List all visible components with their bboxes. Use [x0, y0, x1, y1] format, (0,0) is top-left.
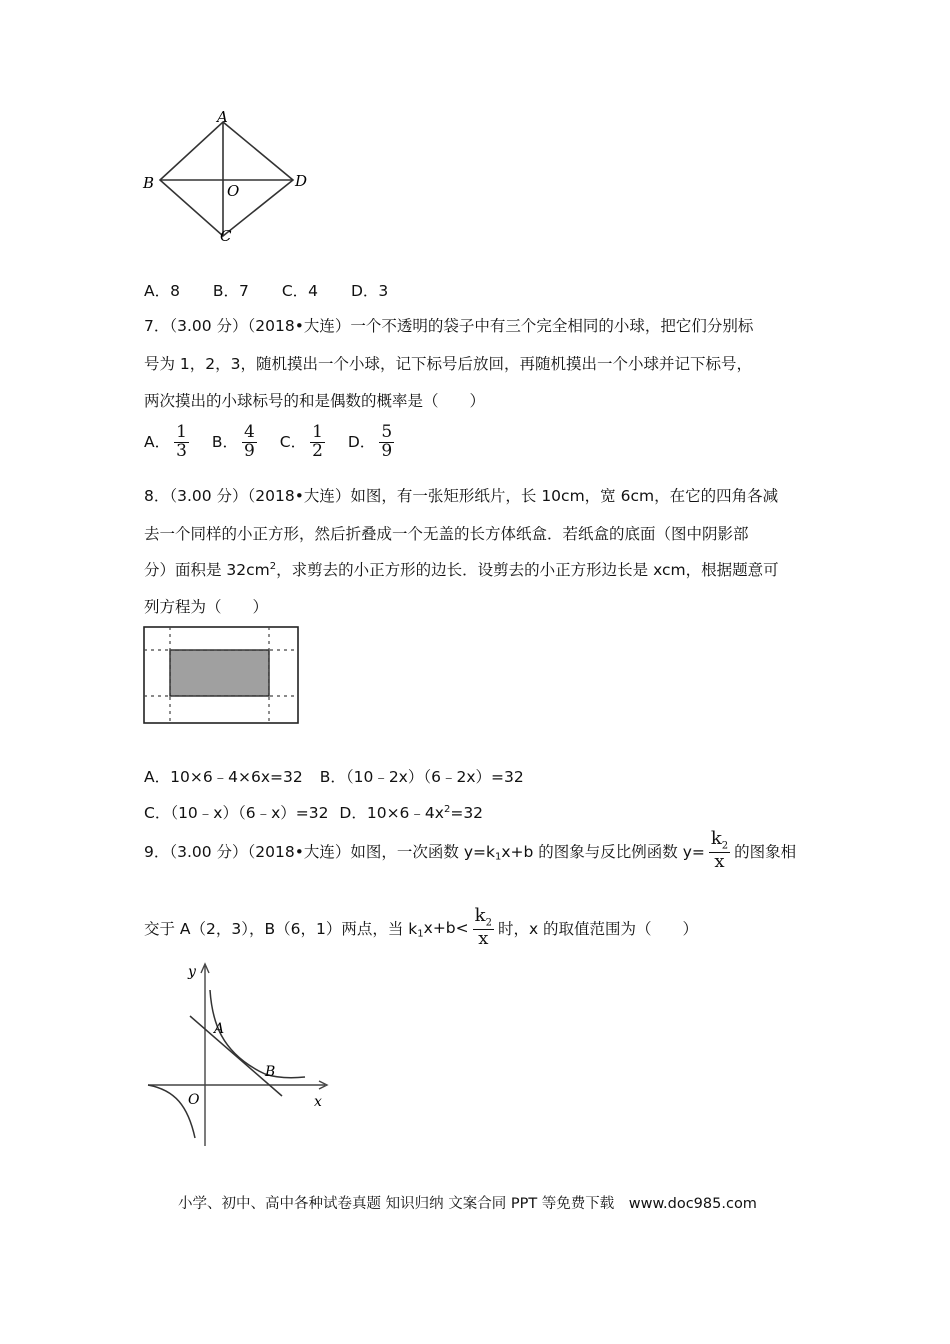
rhombus-figure	[138, 108, 318, 248]
fraction	[242, 424, 257, 461]
q7-option-b-label: B．	[211, 432, 239, 451]
label-d: D	[295, 172, 308, 190]
denominator: x	[478, 928, 489, 950]
q9-line-1	[144, 830, 796, 872]
q8-line-1: 8．（3.00 分）（2018•大连）如图，有一张矩形纸片，长 10cm，宽 6cm，在它的四角各减	[144, 487, 779, 505]
q6-option-d: D．3	[350, 282, 389, 300]
q9-line-2	[144, 907, 698, 949]
q7-option-b	[211, 422, 266, 461]
q6-options	[144, 279, 416, 301]
q7-option-a	[144, 422, 198, 461]
numerator	[709, 830, 730, 853]
label-b: B	[143, 174, 155, 192]
q8-option-b: B．（10﹣2x）（6﹣2x）=32	[319, 768, 524, 786]
page-footer: 小学、初中、高中各种试卷真题 知识归纳 文案合同 PPT 等免费下载 www.doc985.com	[178, 1196, 757, 1212]
q8-options-ab	[144, 765, 524, 787]
q6-option-b: B．7	[212, 282, 249, 300]
numerator-k: k	[710, 828, 722, 849]
fraction	[174, 424, 189, 461]
q8-options-cd	[144, 801, 483, 823]
point-b-label: B	[265, 1064, 276, 1080]
axis-label-x: x	[314, 1094, 322, 1110]
q8-option-d-text: D．10×6﹣4x	[339, 804, 444, 822]
q8-option-d	[339, 804, 483, 822]
q6-option-a: A．8	[144, 282, 180, 300]
numerator-k: k	[474, 905, 486, 926]
q7-line-3: 两次摸出的小球标号的和是偶数的概率是（ ）	[144, 392, 486, 410]
q7-option-d	[347, 422, 398, 461]
subscript: 2	[485, 917, 492, 929]
q7-line-2: 号为 1，2，3，随机摸出一个小球，记下标号后放回，再随机摸出一个小球并记下标号，	[144, 355, 753, 373]
q9-text-2-cont: x+b<	[423, 918, 469, 937]
q9-text-end: 的图象相	[734, 842, 797, 861]
q7-line-1: 7．（3.00 分）（2018•大连）一个不透明的袋子中有三个完全相同的小球，把它们分别标	[144, 317, 754, 335]
axis-label-y: y	[188, 964, 196, 980]
q9-text: 9．（3.00 分）（2018•大连）如图，一次函数 y=k	[144, 842, 495, 861]
numerator: 4	[244, 422, 255, 442]
paper-rectangle-figure	[143, 626, 301, 726]
numerator	[473, 907, 494, 930]
q8-line-2: 去一个同样的小正方形，然后折叠成一个无盖的长方体纸盒．若纸盒的底面（图中阴影部	[144, 525, 749, 543]
q8-option-a: A．10×6﹣4×6x=32	[144, 768, 303, 786]
superscript: 2	[269, 560, 277, 572]
numerator: 1	[176, 422, 187, 442]
label-o: O	[227, 182, 240, 200]
denominator: 3	[176, 440, 187, 461]
fraction-k2-over-x	[709, 830, 730, 872]
numerator: 5	[381, 422, 393, 442]
q8-line-3-text: 分）面积是 32cm	[144, 561, 270, 579]
denominator: 9	[381, 440, 393, 461]
shaded-base	[170, 650, 269, 696]
q8-line-4: 列方程为（ ）	[144, 598, 269, 616]
q8-line-3	[144, 558, 779, 580]
denominator: 2	[312, 440, 323, 461]
fraction-k2-over-x	[473, 907, 494, 949]
label-c: C	[220, 227, 232, 245]
q8-line-3-text-cont: ，求剪去的小正方形的边长．设剪去的小正方形边长是 xcm，根据题意可	[276, 561, 779, 579]
q9-text-cont: x+b 的图象与反比例函数 y=	[501, 842, 705, 861]
subscript: 2	[721, 840, 729, 852]
denominator: x	[714, 851, 725, 873]
q9-text-2-end: 时，x 的取值范围为（ ）	[497, 919, 699, 938]
point-a-label: A	[214, 1021, 225, 1037]
function-graph	[140, 958, 340, 1150]
origin-label: O	[188, 1092, 200, 1108]
q7-option-c-label: C．	[279, 432, 307, 451]
q7-options	[144, 424, 398, 461]
q9-text-2: 交于 A（2，3），B（6，1）两点，当 k	[144, 919, 418, 938]
fraction	[310, 424, 325, 461]
label-a: A	[217, 108, 228, 126]
q8-option-d-text-cont: =32	[450, 804, 484, 822]
q6-option-c: C．4	[281, 282, 319, 300]
subscript: 1	[417, 928, 424, 940]
fraction	[379, 424, 394, 461]
q7-option-a-label: A．	[144, 432, 171, 451]
q7-option-c	[279, 422, 334, 461]
q8-option-c: C．（10﹣x）（6﹣x）=32	[144, 804, 329, 822]
superscript: 2	[443, 803, 451, 815]
numerator: 1	[312, 422, 323, 442]
subscript: 1	[494, 851, 502, 863]
denominator: 9	[244, 440, 255, 461]
q7-option-d-label: D．	[347, 432, 376, 451]
